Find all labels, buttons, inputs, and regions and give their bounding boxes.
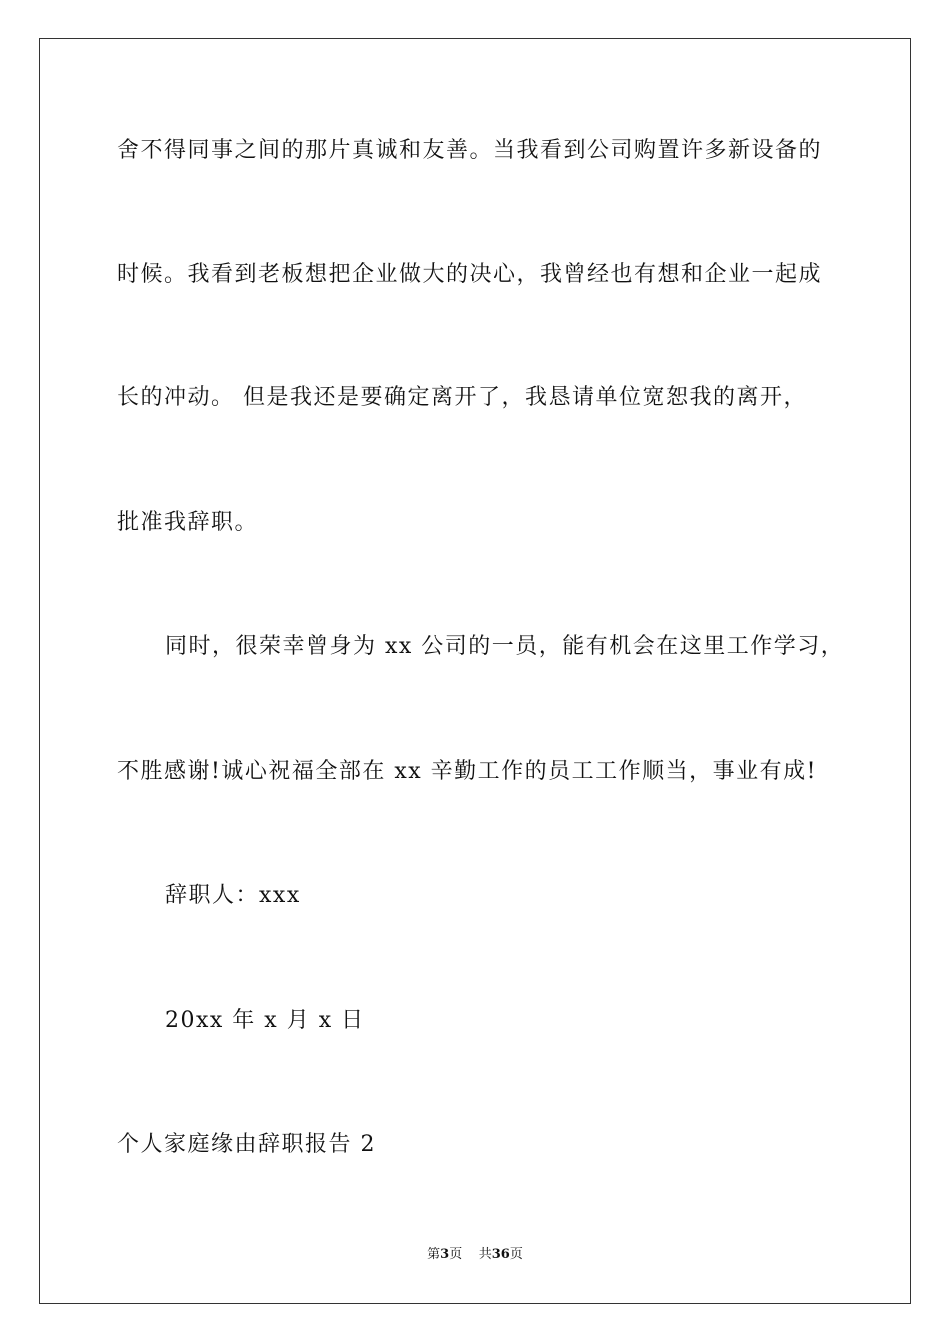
footer-total-pages: 36	[491, 1247, 510, 1262]
paragraph-line-3: 长的冲动。 但是我还是要确定离开了，我恳请单位宽恕我的离开，	[117, 385, 807, 410]
paragraph-line-6: 不胜感谢!诚心祝福全部在 xx 辛勤工作的员工工作顺当，事业有成!	[117, 759, 817, 784]
footer-total-prefix: 共	[478, 1247, 492, 1262]
section-heading: 个人家庭缘由辞职报告 2	[117, 1132, 376, 1157]
paragraph-line-2: 时候。我看到老板想把企业做大的决心，我曾经也有想和企业一起成	[117, 262, 823, 287]
paragraph-line-1: 舍不得同事之间的那片真诚和友善。当我看到公司购置许多新设备的	[117, 138, 823, 163]
paragraph-line-5: 同时，很荣幸曾身为 xx 公司的一员，能有机会在这里工作学习，	[165, 634, 845, 659]
page-frame	[39, 38, 911, 1304]
footer-page-prefix: 第	[427, 1247, 441, 1262]
footer-page-unit: 页	[449, 1247, 463, 1262]
page-footer	[0, 1247, 950, 1263]
date-line: 20xx 年 x 月 x 日	[165, 1008, 365, 1033]
signatory-line: 辞职人：xxx	[165, 883, 301, 908]
footer-page-number: 3	[440, 1247, 450, 1262]
footer-total-unit: 页	[509, 1247, 523, 1262]
paragraph-line-4: 批准我辞职。	[117, 510, 259, 535]
